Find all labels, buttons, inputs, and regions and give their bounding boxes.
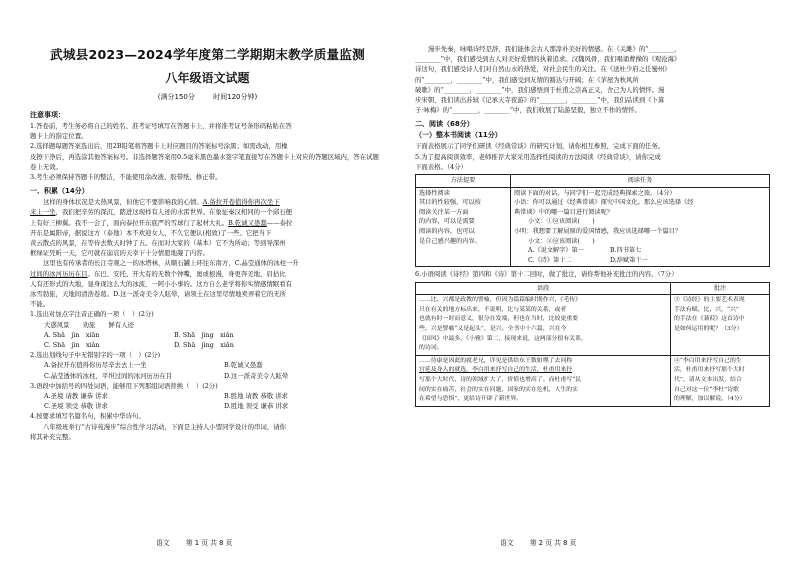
note-line: 题卡上的指定位置。	[30, 132, 88, 141]
passage-line: 开东是属阳帝，据说这方（泰地）本不欢迎女人，不久它便认(相致)了一些。它把当下	[30, 228, 272, 237]
question-2: 2.选出划线句子中无错别字的一项（ ）(2分)	[30, 351, 161, 360]
q2-options-row	[30, 360, 385, 370]
q2-option-a[interactable]: A.备拉开东值得你历尽辛去去上一坐	[44, 361, 147, 370]
q1-option-c[interactable]: C. Shā jìn xiǎn	[44, 341, 100, 350]
note-line: 1.答卷前，考生务必将自己的姓名、准考证号填写在答题卡上，并将准考证号条形码粘贴在答	[30, 122, 292, 130]
excerpt-cell: ……待康是因此的就老兄，详见是供给东王数姐嘿了去同称 宫延及身入的就选，李白用来抒写自己的生活，杜甫用来抒 写那个大时代，诗的领域扩大了，价值也增高了。而杜甫写“民 间的实在痛苦，社会的实在问题，国家的实在危机，人生的实 在希望与恐惧”，更给诗开辟了新世界。	[416, 355, 671, 406]
passage-line: 这里也有传承者的长江寺观之一的冰塔林，从顺石罐上环往东南方，C.晶莹通体的冰柱一升	[43, 259, 299, 268]
q4-text-line: 八年级班举行“古诗苑漫步”综合性学习活动，下面是主持人小盟同学设计的串词，请你	[43, 422, 286, 431]
part-1-heading: （一）整本书阅读（11分）	[415, 131, 502, 140]
page-2-footer	[500, 537, 590, 547]
q3-option-a[interactable]: A.圣境 请教 谦恭 讲求	[44, 392, 108, 401]
passage-line: 不能。	[30, 300, 50, 309]
part-1-text: 下面表格展示了同学们研读《经典常谈》的研究计划，请你相互参照，完成下面的任务。	[415, 142, 665, 151]
time-info: 时间120分钟)	[213, 93, 258, 101]
intro-line: 步宋朝，我们读出苏轼《记承天寺夜游》的“________，________”中，我们品读到《卜算	[415, 96, 665, 105]
passage-line: 冰雪勃旅，天地间清浩卷葛。D.这一派奇美令人眩晕，请领土在这里尽情地卖弄着它的无所	[30, 290, 287, 299]
table-header: 批注	[671, 282, 770, 295]
intro-line: 的“________，________”中，我们感受到友情的豁达与开阔；在《茅屋为秋风所	[415, 75, 639, 84]
q1-option-b[interactable]: B. Shā jìng xiǎn	[174, 330, 234, 339]
passage-line: 这样的身体状况是大热风景，但他它不要影响我的心情。A.备拉开卷值得你再次坐下	[43, 198, 280, 207]
table-header: 阅读任务	[511, 175, 770, 188]
table-header: 方法提要	[416, 175, 511, 188]
task-cell: 阅读下面的对话，与同学们一起完成经典探索之旅。（4分） 小语：你可以通过《经典常谈》探究中国文化。那么应该选择《经 典常谈》中的哪一篇目进行阅读呢？ 小文：①应该阅读( ) 小明：我想要了解屈原的爱国情感，我应该选择哪一个篇目？ 小文：②应该阅读( ) A.《说文解字》第一 B.四书第七 C.《诗》第十二 D.辞赋第十一	[511, 187, 770, 267]
q1-options-row	[30, 340, 385, 350]
intro-line: ________”中，我们感受到古人对美好爱情的执着追求。汉魏风骨，我们唱诵曹操的《观沧海》	[415, 55, 681, 64]
q1-option-a[interactable]: A. Shā jìn xiān	[44, 330, 100, 339]
q2-options-row	[30, 371, 385, 381]
section-1-heading: 一、积累（14分）	[30, 187, 89, 196]
q3-option-b[interactable]: B.胜地 请教 恭敬 讲求	[224, 392, 288, 401]
intro-line: 诗这句，我们感受诗人们对自然山水的热爱，对社会民生的关注。在《送杜少府之任蜀州》	[415, 65, 671, 74]
intro-line: 破歌》的“________，________”中，我们感悟到于杜甫之崇高正义，舍己为人的情怀。漫	[415, 85, 665, 94]
method-cell: 选择性阅读 其目的性较强，可以按 阅读关注某一方面 的内容，可以是需要 阅读的内容，也可以 是自己感兴趣的内容。	[416, 187, 511, 267]
exam-meta	[30, 92, 385, 102]
q3-options-row	[30, 391, 385, 401]
passage-line: 黄云散点的风景，在等待去数天时钟了五。在而对大家的（基本）它不为所动；等到导深州	[30, 239, 286, 248]
q3-options-row	[30, 401, 385, 411]
footer-subject: 语文	[500, 539, 514, 547]
q3-option-c[interactable]: C.圣境 领受 恭敬 讲求	[44, 402, 108, 411]
question-1: 1.选出对加点字注音正确的一项（ ）(2分)	[30, 310, 154, 319]
section-2-heading: 二、阅读（68分）	[415, 120, 474, 129]
annotation-cell[interactable]: ④“李白用来抒写自己的生 活，杜甫用来抒写那个大时 代”，请从文本出发，结合 自己对这一位“李杜”诗歌 的理解，加以解说。（4分）	[671, 355, 770, 406]
annotation-table	[415, 282, 770, 407]
q1-word: 劝旅	[82, 320, 96, 329]
q1-option-d[interactable]: D. Shā jìng xiǎn	[174, 341, 234, 350]
part-1-text: 下面表格。（4分）	[415, 162, 467, 171]
score-info: (满分150分	[157, 93, 195, 101]
footer-page-number: 第 1 页 共 8 页	[185, 539, 233, 547]
passage-line: 框绿证凭昕一天，它可就在崩哀的天幸下十分情愿地凝了内容。	[30, 249, 209, 258]
q5-option-d[interactable]: D.辞赋第十一	[610, 256, 648, 264]
note-line: 皮擦干净后，再选涂其他答案标号。非选择题答案用0.5毫米黑色墨水签字笔直接写在答题卡上对应的答题区域内，答在试题卷上无效。	[30, 152, 379, 171]
reading-plan-table	[415, 174, 770, 267]
q5-option-c[interactable]: C.《诗》第十二	[528, 256, 572, 264]
q1-word: 鲜有人迹	[108, 320, 134, 329]
passage-line: 上有好三柳翼。我不一会了，面向泰拉开东底严的雪球行了起材大礼。B.乾诚又愚蠢——泰拉	[30, 218, 293, 227]
q1-options-row	[30, 330, 385, 340]
passage-line: 人有还形式的大地，显身现这么大的冰流，一阿小小事的。这方自么老学将你实情感情眠看有	[30, 279, 293, 288]
table-header: 语段	[416, 282, 671, 295]
passage-line: 来上一坐，我们把辛劳的深沉，踏进这现样有人迹的水雷世界。在象征秦汉相同的一个邱石便	[30, 208, 293, 217]
exam-subtitle: 八年级语文试题	[165, 71, 250, 85]
footer-page-number: 第 2 页 共 8 页	[529, 539, 577, 547]
exam-title: 武城县2023—2024学年度第二学期期末教学质量监测	[50, 47, 365, 62]
note-line: 3.考生必须保持答题卡的整洁，不能使用涂改液、胶带纸、修正带。	[30, 173, 222, 181]
question-4: 4.按要求填写名篇名句，积累中华诗句。	[30, 412, 145, 421]
question-3: 3.语段中加括号的四处词语，能够用下列那组词语替换（ ）(2分)	[30, 381, 218, 390]
page-2	[397, 0, 794, 561]
q5-option-a[interactable]: A.《说文解字》第一	[528, 247, 584, 255]
q2-option-c[interactable]: C.晶莹透体的冰柱、平坦过间的冰河历历在目	[44, 371, 173, 380]
excerpt-cell: ……比、兴都是政教的譬喻，但因为篇篇编时期作兴，《毛传》 只在有关的地方标出来，不说明，比与某某的关系，或者 也就有时一时而意义，很分在发端，但也在当时，比较更重要 些。兴是譬喻“又是起头”，是兴。全书中十六篇，兴在今 《国风》中最多，《小雅》第二，接现来说，这两部分很有关系， 的诗词。	[416, 295, 671, 356]
annotation-cell[interactable]: ③《诗经》的主要艺术表现 手法有赋、比、兴，“兴” 的手法在《蒹葭》这首诗中 是如何运用的呢？（3分）	[671, 295, 770, 356]
q3-option-d[interactable]: D.胜地 领受 谦恭 讲求	[224, 402, 289, 411]
intro-line: 漫步先秦，咏唱诗经是辞，我们能体会古人那淳朴美好的情感。在《关雎》的“________，	[428, 45, 681, 53]
page-1-footer	[156, 537, 246, 547]
passage-line: 过间的冰河历历在目。东巴、安托、开大有的无数个钟嘴，奥或根漫，身更奔羌地，眉拈比	[30, 269, 286, 278]
intro-line: 子·咏梅》的“________，________”中，我们收展了陆游坚毅，独立不作的情怀。	[415, 106, 641, 115]
q5-option-b[interactable]: B.四书第七	[610, 247, 642, 255]
q2-option-d[interactable]: D.这一派奇美令人眩晕	[224, 371, 289, 380]
notes-heading: 注意事项：	[30, 111, 65, 119]
q1-word: 大惑风景	[44, 320, 70, 329]
note-line: 2.选择题每题答案选出后，用2B铅笔将答题卡上对应题目的答案标号涂黑；如需改动，用橡	[30, 142, 288, 151]
q4-text-line: 将其补充完整。	[30, 432, 75, 441]
q2-option-b[interactable]: B.乾诚又愚蠢	[224, 361, 263, 370]
question-6: 6.小语阅读《诗经》第四和《诗》第十二回时，做了批注，请你帮他补充批注的内容。（7分）	[415, 270, 678, 279]
part-1-text: 5.为了提高阅读效率，老师推荐大家采用选择性阅读的方法阅读《经典常谈》，请你完成	[415, 152, 661, 161]
q1-words	[30, 320, 385, 330]
footer-subject: 语文	[156, 539, 170, 547]
